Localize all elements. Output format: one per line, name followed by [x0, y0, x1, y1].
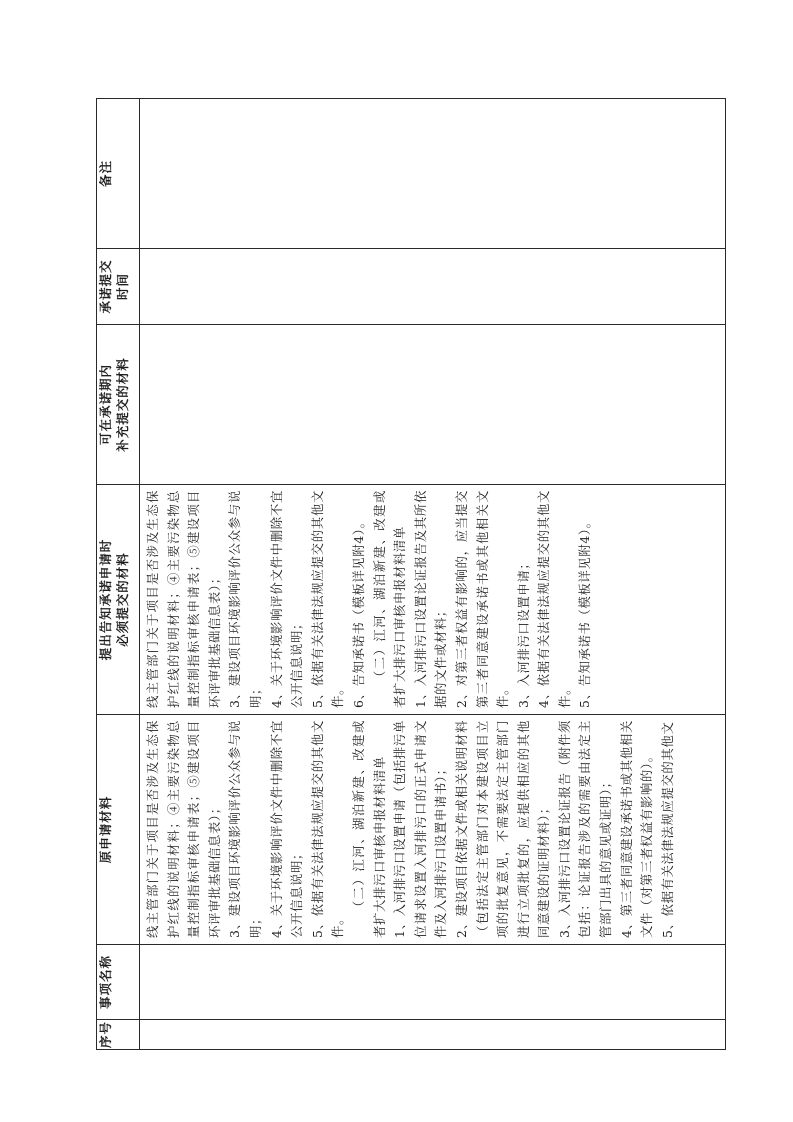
cell-supplement-materials — [140, 325, 726, 485]
commit-line-1: 3、建设项目环境影响评价公众参与说明； — [227, 490, 263, 708]
header-time-line2: 时间 — [115, 273, 130, 301]
header-row — [97, 99, 140, 1050]
original-line-4: （二）江河、湖泊新建、改建或者扩大排污口审核申报材料清单 — [350, 720, 387, 938]
rotated-table-wrapper — [96, 99, 723, 1050]
commit-line-4: 6、告知承诺书（模板详见附4）。 — [350, 515, 366, 708]
cell-seq — [140, 1020, 726, 1050]
header-commit-line1: 提出告知承诺申请时 — [98, 538, 113, 661]
original-line-9: 5、依据有关法律法规应提交的其他文 — [659, 721, 675, 938]
cell-commit-materials — [140, 485, 726, 715]
header-supplement-line2: 补充提交的材料 — [115, 357, 130, 452]
header-item-name: 事项名称 — [97, 945, 140, 1020]
original-line-5: 1、入河排污口设置申请（包括排污单位请求设置入河排污口的正式申请文件及入河排污口设置申请书）； — [392, 720, 449, 938]
header-supplement-materials — [97, 325, 140, 485]
commitment-materials-table — [96, 98, 726, 1050]
header-time-line1: 承诺提交 — [98, 259, 113, 314]
header-seq: 序号 — [97, 1020, 140, 1050]
cell-item-name — [140, 945, 726, 1020]
cell-commit-time — [140, 249, 726, 325]
header-original-materials: 原申请材料 — [97, 715, 140, 945]
content-row — [140, 99, 726, 1050]
commit-line-2: 4、关于环境影响评价文件中删除不宜公开信息说明； — [268, 490, 305, 708]
commit-line-10: 5、告知承诺书（模板详见附4）。 — [577, 515, 593, 708]
original-line-6: 2、建设项目依据文件或相关说明材料（包括法定主管部门对本建设项目立项的批复意见，不需要法定主管部门进行立项批复的，应提供相应的其他同意建设的证明材料）； — [453, 720, 552, 938]
original-line-7: 3、入河排污口设置论证报告（附件须包括：论证报告涉及的需要由法定主管部门出具的意见或证明）； — [556, 720, 614, 938]
original-line-3: 5、依据有关法律法规应提交的其他文件。 — [309, 720, 346, 938]
original-line-1: 3、建设项目环境影响评价公众参与说明； — [227, 720, 263, 938]
header-supplement-line1: 可在承诺期内 — [98, 364, 113, 446]
commit-line-0: 线主管部门关于项目是否涉及生态保护红线的说明材料；④主要污染物总量控制指标审核申请表；⑤建设项目环评审批基础信息表）； — [145, 490, 222, 708]
original-materials-list — [140, 715, 678, 944]
commit-materials-list — [140, 485, 596, 714]
header-commit-line2: 必须提交的材料 — [115, 552, 130, 647]
commit-line-8: 3、入河排污口设置申请； — [515, 556, 531, 708]
commit-line-9: 4、依据有关法律法规应提交的其他文件。 — [536, 490, 572, 708]
header-commit-materials — [97, 485, 140, 715]
commit-line-5: （二）江河、湖泊新建、改建或者扩大排污口审核申报材料清单 — [371, 490, 408, 708]
cell-original-materials — [140, 715, 726, 945]
header-commit-time — [97, 249, 140, 325]
commit-line-3: 5、依据有关法律法规应提交的其他文件。 — [309, 490, 346, 708]
commit-line-7: 2、对第三者权益有影响的，应当提交第三者同意建设承诺书或其他相关文件。 — [453, 490, 511, 708]
original-line-0: 线主管部门关于项目是否涉及生态保护红线的说明材料；④主要污染物总量控制指标审核申请表；⑤建设项目环评审批基础信息表）； — [145, 720, 222, 938]
header-remark: 备注 — [97, 99, 140, 249]
cell-remark — [140, 99, 726, 249]
commit-line-6: 1、入河排污口设置论证报告及其所依据的文件或材料； — [412, 490, 449, 708]
original-line-8: 4、第三者同意建设承诺书或其他相关文件（对第三者权益有影响的）。 — [618, 720, 655, 938]
original-line-2: 4、关于环境影响评价文件中删除不宜公开信息说明； — [268, 720, 305, 938]
